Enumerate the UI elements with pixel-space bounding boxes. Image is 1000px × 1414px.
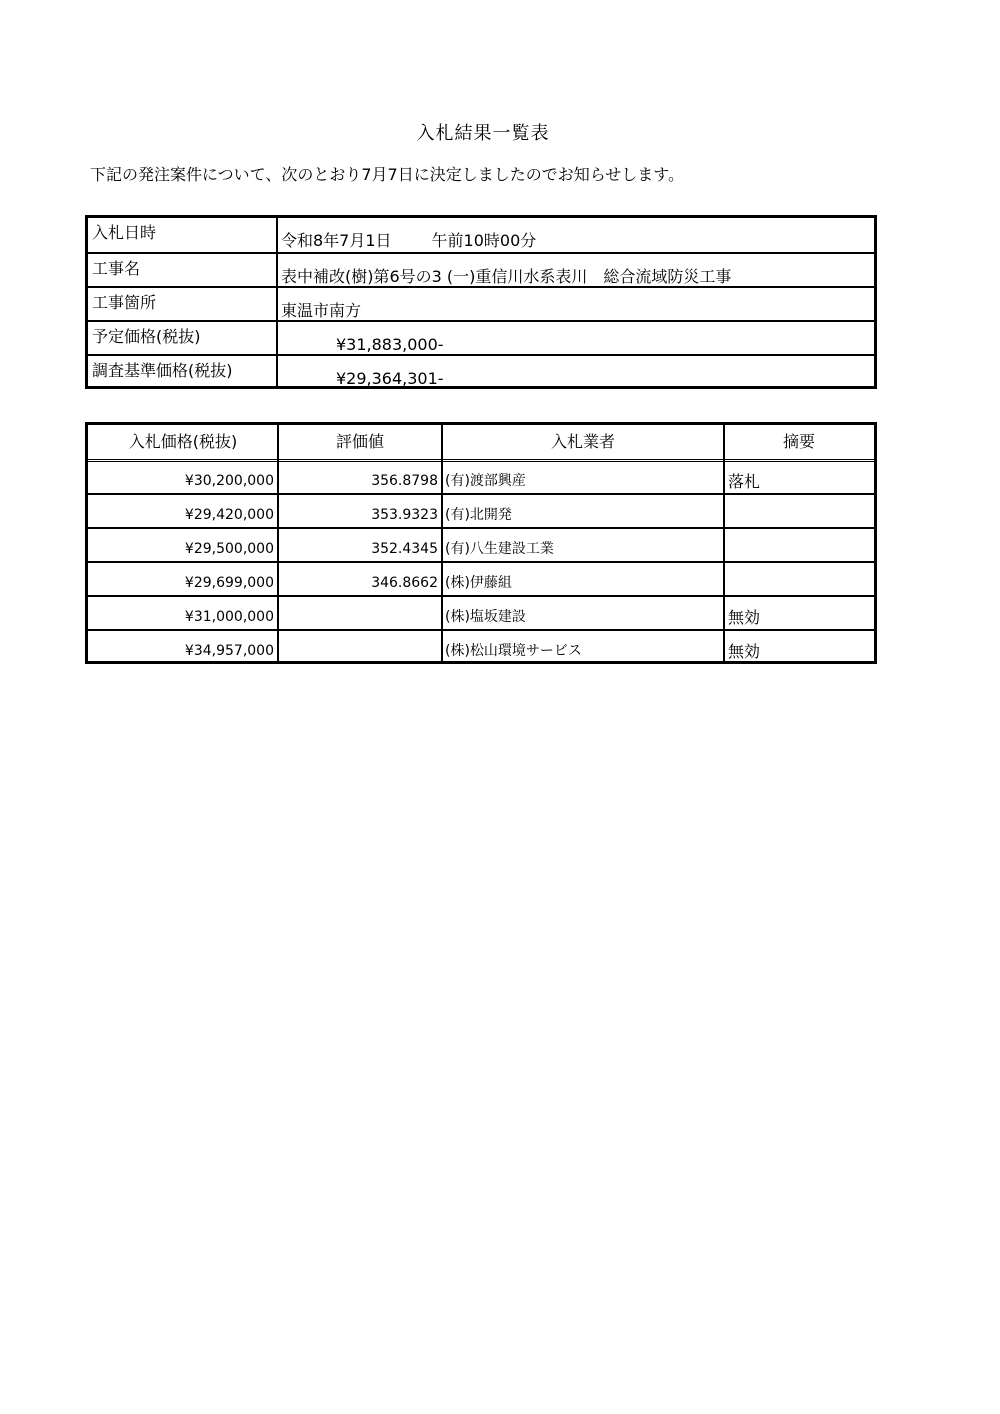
header-bidder: 入札業者 — [550, 432, 615, 451]
info-label: 調査基準価格(税抜) — [88, 356, 278, 388]
header-note: 摘要 — [782, 432, 815, 451]
bidder: (株)松山環境サービス — [445, 643, 582, 659]
bid-time: 午前10時00分 — [431, 231, 537, 250]
table-row — [88, 595, 874, 629]
table-row — [88, 527, 874, 561]
bidder: (株)塩坂建設 — [445, 609, 526, 625]
score — [278, 629, 440, 663]
info-row-project-location — [88, 286, 874, 320]
info-label: 工事箇所 — [88, 288, 278, 320]
info-value: ¥29,364,301- — [336, 369, 444, 388]
results-table — [85, 422, 877, 664]
info-row-project-name — [88, 252, 874, 286]
bid-price: ¥31,000,000 — [184, 609, 274, 625]
note — [728, 493, 874, 527]
info-value: 東温市南方 — [281, 301, 362, 320]
score: 352.4345 — [371, 541, 438, 557]
score — [278, 595, 440, 629]
note — [728, 561, 874, 595]
note: 無効 — [728, 608, 761, 627]
note: 無効 — [728, 642, 761, 661]
table-row — [88, 493, 874, 527]
info-value: 表中補改(樹)第6号の3 (一)重信川水系表川 総合流域防災工事 — [281, 267, 732, 286]
info-label: 予定価格(税抜) — [88, 322, 278, 354]
header-score: 評価値 — [335, 432, 384, 451]
info-row-bid-datetime — [88, 218, 874, 252]
score: 353.9323 — [371, 507, 438, 523]
bidder: (株)伊藤組 — [445, 575, 512, 591]
bidder: (有)北開発 — [445, 507, 512, 523]
bid-price: ¥29,420,000 — [184, 507, 274, 523]
bidder: (有)渡部興産 — [445, 473, 526, 489]
note: 落札 — [728, 472, 761, 491]
score: 346.8662 — [371, 575, 438, 591]
info-row-survey-base-price — [88, 354, 874, 388]
bid-price: ¥30,200,000 — [184, 473, 274, 489]
info-label: 工事名 — [88, 254, 278, 286]
table-row — [88, 459, 874, 493]
info-value: ¥31,883,000- — [336, 335, 444, 354]
info-label: 入札日時 — [88, 218, 278, 252]
table-row — [88, 561, 874, 595]
bid-price: ¥29,699,000 — [184, 575, 274, 591]
table-row — [88, 629, 874, 663]
bid-price: ¥34,957,000 — [184, 643, 274, 659]
bidder: (有)八生建設工業 — [445, 541, 554, 557]
page-title: 入札結果一覧表 — [416, 123, 550, 144]
results-header — [88, 425, 874, 459]
notice-text: 下記の発注案件について、次のとおり7月7日に決定しましたのでお知らせします。 — [90, 165, 684, 184]
header-bid-price: 入札価格(税抜) — [128, 432, 238, 451]
score: 356.8798 — [371, 473, 438, 489]
bid-date: 令和8年7月1日 — [281, 231, 392, 250]
note — [728, 527, 874, 561]
bid-price: ¥29,500,000 — [184, 541, 274, 557]
info-table — [85, 215, 877, 389]
info-row-planned-price — [88, 320, 874, 354]
